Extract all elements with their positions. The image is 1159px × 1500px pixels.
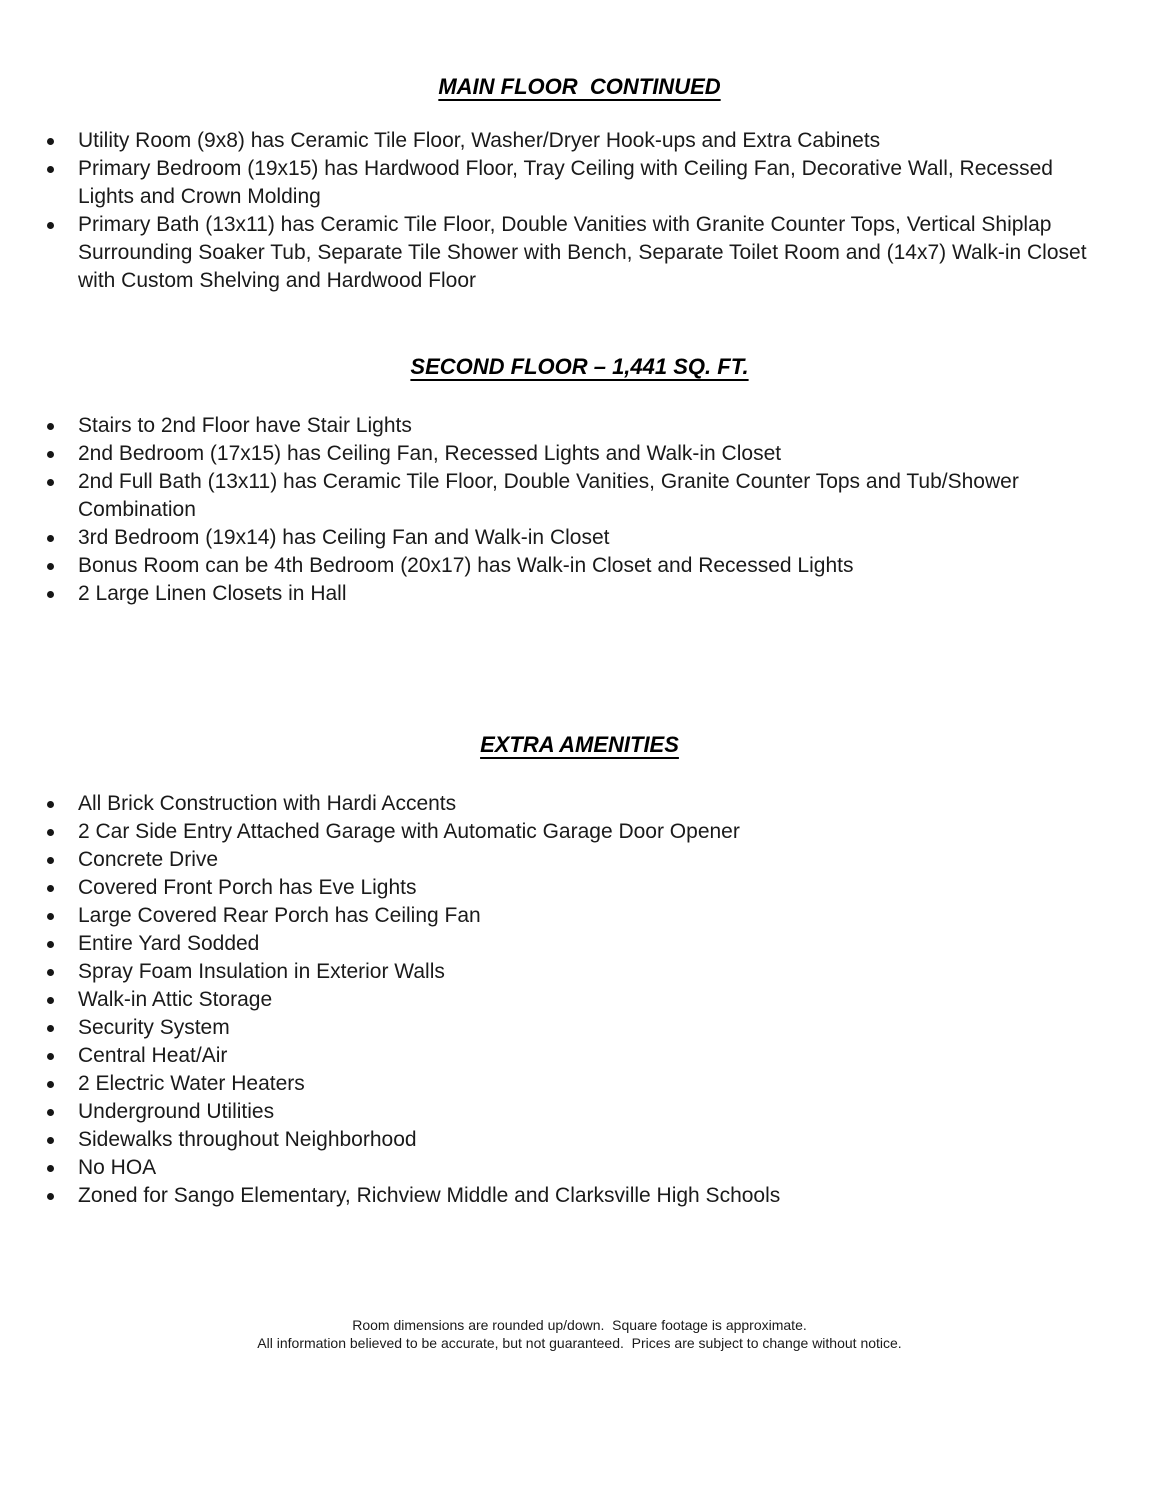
list-item: [78, 524, 1110, 552]
list-item: [78, 958, 1110, 986]
list-item: [78, 1042, 1110, 1070]
list-item-text: Concrete Drive: [78, 848, 219, 871]
bullet-icon: [47, 451, 54, 458]
disclaimer-footer: [0, 1316, 1159, 1352]
list-item-text: 2nd Bedroom (17x15) has Ceiling Fan, Recessed Lights and Walk-in Closet: [78, 442, 782, 465]
bullet-icon: [47, 423, 54, 430]
list-item-text: 2nd Full Bath (13x11) has Ceramic Tile Floor, Double Vanities, Granite Counter Tops and Tub/Shower Combination: [78, 470, 1019, 521]
bullet-icon: [47, 997, 54, 1004]
list-item: [78, 127, 1110, 155]
bullet-icon: [47, 857, 54, 864]
bullet-icon: [47, 166, 54, 173]
list-item-text: Primary Bedroom (19x15) has Hardwood Floor, Tray Ceiling with Ceiling Fan, Decorative Wall, Recessed Lights and Crown Molding: [78, 157, 1053, 208]
list-item: [78, 468, 1110, 524]
list-item: [78, 1014, 1110, 1042]
bullet-icon: [47, 479, 54, 486]
bullet-icon: [47, 1193, 54, 1200]
list-item-text: No HOA: [78, 1156, 157, 1179]
bullet-icon: [47, 885, 54, 892]
list-item-text: 2 Car Side Entry Attached Garage with Automatic Garage Door Opener: [78, 820, 740, 843]
list-item: [78, 155, 1110, 211]
list-item: [78, 818, 1110, 846]
list-item-text: 3rd Bedroom (19x14) has Ceiling Fan and Walk-in Closet: [78, 526, 610, 549]
list-item-text: Entire Yard Sodded: [78, 932, 260, 955]
list-item-text: Central Heat/Air: [78, 1044, 228, 1067]
disclaimer-line-2: All information believed to be accurate, but not guaranteed. Prices are subject to change without notice.: [257, 1335, 902, 1351]
bullet-icon: [47, 535, 54, 542]
second-floor-feature-list: [78, 412, 1110, 608]
bullet-icon: [47, 913, 54, 920]
list-item: [78, 1154, 1110, 1182]
list-item: [78, 552, 1110, 580]
list-item: [78, 846, 1110, 874]
bullet-icon: [47, 563, 54, 570]
list-item: [78, 874, 1110, 902]
list-item: [78, 986, 1110, 1014]
bullet-icon: [47, 1025, 54, 1032]
section-second-floor: [0, 352, 1159, 608]
bullet-icon: [47, 591, 54, 598]
list-item-text: All Brick Construction with Hardi Accents: [78, 792, 457, 815]
list-item-text: Primary Bath (13x11) has Ceramic Tile Floor, Double Vanities with Granite Counter Tops, Vertical Shiplap Surrounding Soaker Tub, Separate Tile Shower with Bench, Separate Toilet Room and (14x7) Walk-in Closet with Custom Shelving and Hardwood Floor: [78, 213, 1087, 292]
list-item-text: Zoned for Sango Elementary, Richview Middle and Clarksville High Schools: [78, 1184, 781, 1207]
list-item-text: Security System: [78, 1016, 230, 1039]
list-item-text: Walk-in Attic Storage: [78, 988, 273, 1011]
list-item-text: Stairs to 2nd Floor have Stair Lights: [78, 414, 412, 437]
main-floor-feature-list: [78, 127, 1110, 295]
list-item: [78, 580, 1110, 608]
bullet-icon: [47, 1109, 54, 1116]
bullet-icon: [47, 1165, 54, 1172]
bullet-icon: [47, 829, 54, 836]
list-item-text: 2 Electric Water Heaters: [78, 1072, 305, 1095]
list-item: [78, 412, 1110, 440]
list-item-text: Sidewalks throughout Neighborhood: [78, 1128, 417, 1151]
list-item-text: 2 Large Linen Closets in Hall: [78, 582, 347, 605]
section-main-floor-continued: [0, 72, 1159, 295]
section-heading-extra-amenities: EXTRA AMENITIES: [480, 732, 679, 757]
list-item-text: Underground Utilities: [78, 1100, 275, 1123]
bullet-icon: [47, 1053, 54, 1060]
section-extra-amenities: [0, 730, 1159, 1210]
list-item-text: Large Covered Rear Porch has Ceiling Fan: [78, 904, 481, 927]
list-item-text: Spray Foam Insulation in Exterior Walls: [78, 960, 445, 983]
disclaimer-line-1: Room dimensions are rounded up/down. Square footage is approximate.: [352, 1317, 807, 1333]
bullet-icon: [47, 969, 54, 976]
list-item-text: Bonus Room can be 4th Bedroom (20x17) has Walk-in Closet and Recessed Lights: [78, 554, 854, 577]
list-item-text: Utility Room (9x8) has Ceramic Tile Floor, Washer/Dryer Hook-ups and Extra Cabinets: [78, 129, 881, 152]
section-heading-second-floor: SECOND FLOOR – 1,441 SQ. FT.: [410, 354, 749, 379]
list-item: [78, 902, 1110, 930]
list-item: [78, 1098, 1110, 1126]
extra-amenities-list: [78, 790, 1110, 1210]
bullet-icon: [47, 1081, 54, 1088]
list-item: [78, 211, 1110, 295]
bullet-icon: [47, 138, 54, 145]
bullet-icon: [47, 801, 54, 808]
bullet-icon: [47, 222, 54, 229]
list-item: [78, 1070, 1110, 1098]
list-item: [78, 1182, 1110, 1210]
section-heading-main-floor-continued: MAIN FLOOR CONTINUED: [438, 74, 721, 99]
list-item: [78, 790, 1110, 818]
list-item: [78, 1126, 1110, 1154]
list-item-text: Covered Front Porch has Eve Lights: [78, 876, 417, 899]
bullet-icon: [47, 941, 54, 948]
list-item: [78, 440, 1110, 468]
bullet-icon: [47, 1137, 54, 1144]
list-item: [78, 930, 1110, 958]
